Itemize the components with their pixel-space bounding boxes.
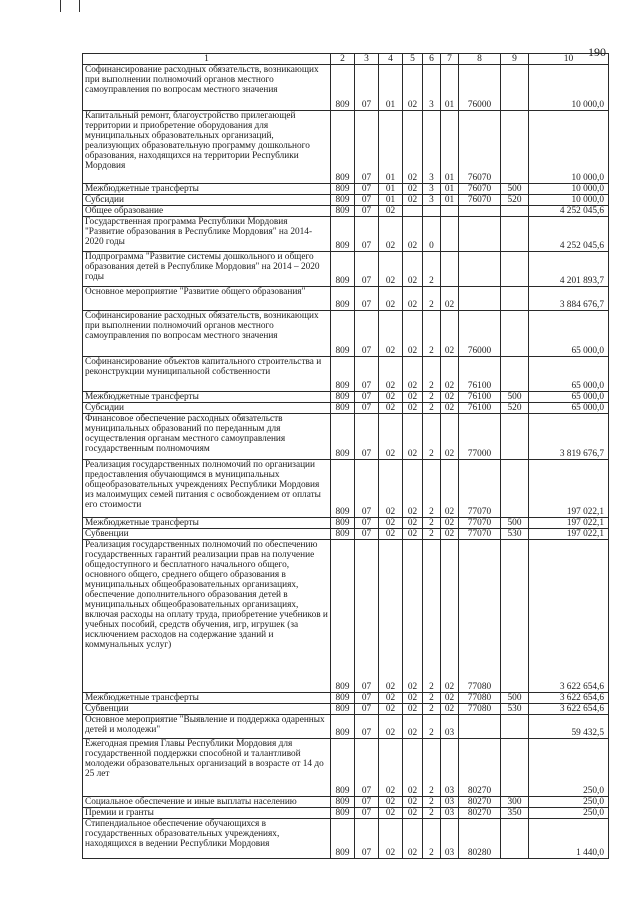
code-rz: 07	[355, 252, 379, 287]
code-subprog: 2	[423, 252, 441, 287]
row-amount: 3 884 676,7	[529, 287, 609, 311]
code-vr	[501, 739, 529, 797]
code-pr: 02	[379, 392, 403, 403]
code-subprog: 2	[423, 414, 441, 460]
code-rz: 07	[355, 111, 379, 184]
code-gr: 809	[331, 529, 355, 540]
table-row	[83, 460, 609, 518]
row-name: Основное мероприятие "Выявление и поддержка одаренных детей и молодежи"	[83, 715, 331, 739]
code-rz: 07	[355, 808, 379, 819]
code-rz: 07	[355, 797, 379, 808]
code-direction: 80280	[459, 819, 501, 859]
code-vr: 520	[501, 195, 529, 206]
code-event: 02	[441, 460, 459, 518]
code-rz: 07	[355, 414, 379, 460]
row-amount: 250,0	[529, 808, 609, 819]
code-direction	[459, 287, 501, 311]
code-prog	[403, 206, 423, 217]
column-header: 2	[331, 54, 355, 65]
row-name: Государственная программа Республики Мордовия "Развитие образования в Республике Мордовия" на 2014-2020 годы	[83, 217, 331, 252]
row-amount: 197 022,1	[529, 518, 609, 529]
code-gr: 809	[331, 357, 355, 392]
row-name: Подпрограмма "Развитие системы дошкольного и общего образования детей в Республике Мордовия" на 2014 – 2020 годы	[83, 252, 331, 287]
code-direction: 76100	[459, 403, 501, 414]
column-header: 8	[459, 54, 501, 65]
row-name: Софинансирование расходных обязательств, возникающих при выполнении полномочий органов местного самоуправления по вопросам местного значения	[83, 311, 331, 357]
code-prog: 02	[403, 403, 423, 414]
code-direction: 77080	[459, 540, 501, 693]
code-rz: 07	[355, 819, 379, 859]
column-header: 3	[355, 54, 379, 65]
row-amount: 10 000,0	[529, 195, 609, 206]
code-direction: 76100	[459, 392, 501, 403]
code-event: 02	[441, 529, 459, 540]
code-prog: 02	[403, 460, 423, 518]
code-prog: 02	[403, 392, 423, 403]
code-direction: 77070	[459, 460, 501, 518]
code-prog: 02	[403, 217, 423, 252]
code-direction: 80270	[459, 739, 501, 797]
row-name: Капитальный ремонт, благоустройство прилегающей территории и приобретение оборудования для муниципальных образовательных организаций, реализующих образовательную программу дошкольного образования, находящихся на территории Республики Мордовия	[83, 111, 331, 184]
code-event: 02	[441, 357, 459, 392]
code-event: 01	[441, 111, 459, 184]
code-gr: 809	[331, 65, 355, 111]
row-amount: 10 000,0	[529, 65, 609, 111]
row-amount: 250,0	[529, 739, 609, 797]
code-event	[441, 206, 459, 217]
code-gr: 809	[331, 195, 355, 206]
code-gr: 809	[331, 518, 355, 529]
code-event: 02	[441, 518, 459, 529]
code-prog: 02	[403, 357, 423, 392]
row-name: Межбюджетные трансферты	[83, 518, 331, 529]
code-gr: 809	[331, 287, 355, 311]
column-header: 5	[403, 54, 423, 65]
code-direction: 76000	[459, 311, 501, 357]
table-row	[83, 111, 609, 184]
code-pr: 02	[379, 217, 403, 252]
row-name: Ежегодная премия Главы Республики Мордовия для государственной поддержки способной и талантливой молодежи образовательных организаций в возрасте от 14 до 25 лет	[83, 739, 331, 797]
row-name: Софинансирование расходных обязательств, возникающих при выполнении полномочий органов местного самоуправления по вопросам местного значения	[83, 65, 331, 111]
row-amount: 3 622 654,6	[529, 540, 609, 693]
code-event	[441, 217, 459, 252]
table-row	[83, 252, 609, 287]
code-pr: 01	[379, 184, 403, 195]
row-amount: 197 022,1	[529, 460, 609, 518]
code-subprog: 2	[423, 403, 441, 414]
code-direction: 77070	[459, 518, 501, 529]
code-subprog: 2	[423, 540, 441, 693]
code-gr: 809	[331, 704, 355, 715]
code-direction: 76100	[459, 357, 501, 392]
table-row	[83, 693, 609, 704]
code-event: 01	[441, 184, 459, 195]
column-header: 6	[423, 54, 441, 65]
code-gr: 809	[331, 392, 355, 403]
code-subprog: 2	[423, 392, 441, 403]
code-gr: 809	[331, 403, 355, 414]
code-prog: 02	[403, 808, 423, 819]
table-row	[83, 206, 609, 217]
table-row	[83, 65, 609, 111]
table-row	[83, 184, 609, 195]
code-gr: 809	[331, 693, 355, 704]
code-rz: 07	[355, 65, 379, 111]
column-header: 10	[529, 54, 609, 65]
code-pr: 02	[379, 287, 403, 311]
code-gr: 809	[331, 797, 355, 808]
code-vr: 530	[501, 529, 529, 540]
table-row	[83, 403, 609, 414]
code-pr: 01	[379, 65, 403, 111]
row-amount: 4 252 045,6	[529, 217, 609, 252]
row-name: Субсидии	[83, 195, 331, 206]
code-event: 02	[441, 403, 459, 414]
code-pr: 02	[379, 529, 403, 540]
row-amount: 59 432,5	[529, 715, 609, 739]
code-rz: 07	[355, 392, 379, 403]
code-vr: 520	[501, 403, 529, 414]
code-event: 02	[441, 414, 459, 460]
code-event: 03	[441, 739, 459, 797]
row-name: Межбюджетные трансферты	[83, 392, 331, 403]
code-pr: 02	[379, 808, 403, 819]
code-rz: 07	[355, 357, 379, 392]
row-amount: 65 000,0	[529, 403, 609, 414]
code-event: 01	[441, 195, 459, 206]
code-vr	[501, 287, 529, 311]
code-direction	[459, 252, 501, 287]
code-subprog: 2	[423, 357, 441, 392]
code-prog: 02	[403, 195, 423, 206]
code-gr: 809	[331, 808, 355, 819]
cut-header-line	[0, 0, 61, 12]
column-header-row	[83, 54, 609, 65]
code-event: 02	[441, 392, 459, 403]
code-rz: 07	[355, 529, 379, 540]
code-prog: 02	[403, 739, 423, 797]
code-gr: 809	[331, 111, 355, 184]
code-rz: 07	[355, 287, 379, 311]
code-subprog: 2	[423, 704, 441, 715]
code-vr: 530	[501, 704, 529, 715]
table-row	[83, 704, 609, 715]
code-prog: 02	[403, 819, 423, 859]
row-amount: 3 622 654,6	[529, 693, 609, 704]
code-direction	[459, 715, 501, 739]
code-subprog: 2	[423, 739, 441, 797]
row-amount: 3 622 654,6	[529, 704, 609, 715]
code-subprog: 2	[423, 287, 441, 311]
code-rz: 07	[355, 518, 379, 529]
code-subprog: 2	[423, 311, 441, 357]
column-header: 9	[501, 54, 529, 65]
code-subprog: 2	[423, 715, 441, 739]
code-vr	[501, 311, 529, 357]
code-direction	[459, 217, 501, 252]
row-name: Софинансирование объектов капитального строительства и реконструкции муниципальной собственности	[83, 357, 331, 392]
row-name: Субвенции	[83, 529, 331, 540]
table-row	[83, 287, 609, 311]
column-header: 4	[379, 54, 403, 65]
row-name: Реализация государственных полномочий по обеспечению государственных гарантий реализации прав на получение общедоступного и бесплатного начального общего, основного общего, среднего общего образования в муниципальных общеобразовательных организациях, обеспечение дополнительного образования детей в муниципальных общеобразовательных организациях, включая расходы на оплату труда, приобретение учебников и учебных пособий, средств обучения, игр, игрушек (за исключением расходов на содержание зданий и коммунальных услуг)	[83, 540, 331, 693]
table-row	[83, 819, 609, 859]
code-pr: 02	[379, 414, 403, 460]
code-event: 03	[441, 715, 459, 739]
table-row	[83, 311, 609, 357]
table-row	[83, 529, 609, 540]
code-rz: 07	[355, 217, 379, 252]
code-direction: 77000	[459, 414, 501, 460]
row-amount: 65 000,0	[529, 392, 609, 403]
code-event	[441, 252, 459, 287]
code-gr: 809	[331, 184, 355, 195]
code-subprog: 2	[423, 460, 441, 518]
code-subprog: 0	[423, 217, 441, 252]
row-name: Премии и гранты	[83, 808, 331, 819]
table-row	[83, 392, 609, 403]
code-prog: 02	[403, 111, 423, 184]
code-pr: 02	[379, 797, 403, 808]
table-row	[83, 357, 609, 392]
code-direction: 80270	[459, 797, 501, 808]
code-rz: 07	[355, 403, 379, 414]
code-direction: 77080	[459, 704, 501, 715]
code-vr	[501, 819, 529, 859]
code-direction	[459, 206, 501, 217]
code-subprog: 2	[423, 518, 441, 529]
table-row	[83, 217, 609, 252]
code-subprog: 2	[423, 529, 441, 540]
code-rz: 07	[355, 311, 379, 357]
code-pr: 02	[379, 206, 403, 217]
code-gr: 809	[331, 252, 355, 287]
code-subprog: 3	[423, 111, 441, 184]
code-prog: 02	[403, 518, 423, 529]
code-gr: 809	[331, 715, 355, 739]
code-pr: 02	[379, 460, 403, 518]
row-amount: 250,0	[529, 797, 609, 808]
row-amount: 65 000,0	[529, 357, 609, 392]
row-name: Финансовое обеспечение расходных обязательств муниципальных образований по переданным для осуществления органам местного самоуправления государственным полномочиям	[83, 414, 331, 460]
code-prog: 02	[403, 715, 423, 739]
code-direction: 76070	[459, 111, 501, 184]
code-vr	[501, 206, 529, 217]
table-row	[83, 414, 609, 460]
code-pr: 02	[379, 540, 403, 693]
column-header: 1	[83, 54, 331, 65]
code-event: 02	[441, 693, 459, 704]
table-row	[83, 808, 609, 819]
table-row	[83, 195, 609, 206]
code-rz: 07	[355, 206, 379, 217]
column-header: 7	[441, 54, 459, 65]
code-event: 02	[441, 704, 459, 715]
code-rz: 07	[355, 184, 379, 195]
code-vr	[501, 252, 529, 287]
code-pr: 01	[379, 195, 403, 206]
code-vr	[501, 460, 529, 518]
budget-table	[82, 53, 609, 859]
code-event: 02	[441, 287, 459, 311]
code-rz: 07	[355, 693, 379, 704]
table-row	[83, 715, 609, 739]
code-gr: 809	[331, 217, 355, 252]
code-vr: 500	[501, 518, 529, 529]
code-subprog: 2	[423, 819, 441, 859]
code-pr: 02	[379, 693, 403, 704]
row-amount: 4 201 893,7	[529, 252, 609, 287]
code-direction: 76070	[459, 195, 501, 206]
code-vr	[501, 65, 529, 111]
code-subprog: 2	[423, 693, 441, 704]
row-amount: 4 252 045,6	[529, 206, 609, 217]
code-prog: 02	[403, 287, 423, 311]
row-amount: 65 000,0	[529, 311, 609, 357]
row-name: Межбюджетные трансферты	[83, 184, 331, 195]
code-pr: 02	[379, 704, 403, 715]
code-prog: 02	[403, 693, 423, 704]
row-name: Общее образование	[83, 206, 331, 217]
code-rz: 07	[355, 195, 379, 206]
code-vr	[501, 715, 529, 739]
code-pr: 02	[379, 252, 403, 287]
code-subprog	[423, 206, 441, 217]
cut-header-line	[60, 0, 80, 12]
row-amount: 10 000,0	[529, 111, 609, 184]
code-event: 03	[441, 819, 459, 859]
code-subprog: 2	[423, 808, 441, 819]
code-pr: 02	[379, 311, 403, 357]
code-pr: 02	[379, 739, 403, 797]
row-amount: 197 022,1	[529, 529, 609, 540]
code-event: 02	[441, 311, 459, 357]
code-pr: 02	[379, 518, 403, 529]
row-name: Стипендиальное обеспечение обучающихся в государственных образовательных учреждениях, находящихся в ведении Республики Мордовия	[83, 819, 331, 859]
row-name: Субсидии	[83, 403, 331, 414]
code-vr: 300	[501, 797, 529, 808]
row-amount: 3 819 676,7	[529, 414, 609, 460]
code-direction: 76000	[459, 65, 501, 111]
code-rz: 07	[355, 704, 379, 715]
code-prog: 02	[403, 184, 423, 195]
code-gr: 809	[331, 739, 355, 797]
code-direction: 77080	[459, 693, 501, 704]
table-row	[83, 540, 609, 693]
code-subprog: 3	[423, 65, 441, 111]
code-prog: 02	[403, 311, 423, 357]
code-prog: 02	[403, 252, 423, 287]
row-name: Социальное обеспечение и иные выплаты населению	[83, 797, 331, 808]
code-gr: 809	[331, 206, 355, 217]
code-direction: 80270	[459, 808, 501, 819]
row-name: Реализация государственных полномочий по организации предоставления обучающимся в муниципальных общеобразовательных учреждениях Республики Мордовия из малоимущих семей питания с освобождением от оплаты его стоимости	[83, 460, 331, 518]
code-direction: 77070	[459, 529, 501, 540]
code-pr: 02	[379, 403, 403, 414]
code-vr	[501, 414, 529, 460]
code-gr: 809	[331, 540, 355, 693]
code-prog: 02	[403, 65, 423, 111]
code-subprog: 3	[423, 184, 441, 195]
code-vr	[501, 540, 529, 693]
code-vr: 350	[501, 808, 529, 819]
code-vr: 500	[501, 392, 529, 403]
code-direction: 76070	[459, 184, 501, 195]
page-number: 190	[588, 45, 606, 59]
code-pr: 02	[379, 819, 403, 859]
code-subprog: 3	[423, 195, 441, 206]
row-amount: 1 440,0	[529, 819, 609, 859]
code-rz: 07	[355, 540, 379, 693]
code-gr: 809	[331, 311, 355, 357]
row-name: Межбюджетные трансферты	[83, 693, 331, 704]
row-name: Основное мероприятие "Развитие общего образования"	[83, 287, 331, 311]
code-rz: 07	[355, 715, 379, 739]
code-vr	[501, 217, 529, 252]
code-event: 03	[441, 797, 459, 808]
table-row	[83, 518, 609, 529]
code-pr: 02	[379, 357, 403, 392]
code-prog: 02	[403, 540, 423, 693]
row-amount: 10 000,0	[529, 184, 609, 195]
code-vr	[501, 111, 529, 184]
code-vr: 500	[501, 693, 529, 704]
code-gr: 809	[331, 460, 355, 518]
code-event: 01	[441, 65, 459, 111]
code-gr: 809	[331, 819, 355, 859]
table-row	[83, 797, 609, 808]
code-prog: 02	[403, 414, 423, 460]
code-prog: 02	[403, 529, 423, 540]
code-pr: 02	[379, 715, 403, 739]
row-name: Субвенции	[83, 704, 331, 715]
table-row	[83, 739, 609, 797]
code-rz: 07	[355, 739, 379, 797]
code-vr: 500	[501, 184, 529, 195]
code-pr: 01	[379, 111, 403, 184]
code-rz: 07	[355, 460, 379, 518]
code-prog: 02	[403, 797, 423, 808]
code-subprog: 2	[423, 797, 441, 808]
code-event: 03	[441, 808, 459, 819]
code-prog: 02	[403, 704, 423, 715]
code-vr	[501, 357, 529, 392]
code-gr: 809	[331, 414, 355, 460]
code-event: 02	[441, 540, 459, 693]
